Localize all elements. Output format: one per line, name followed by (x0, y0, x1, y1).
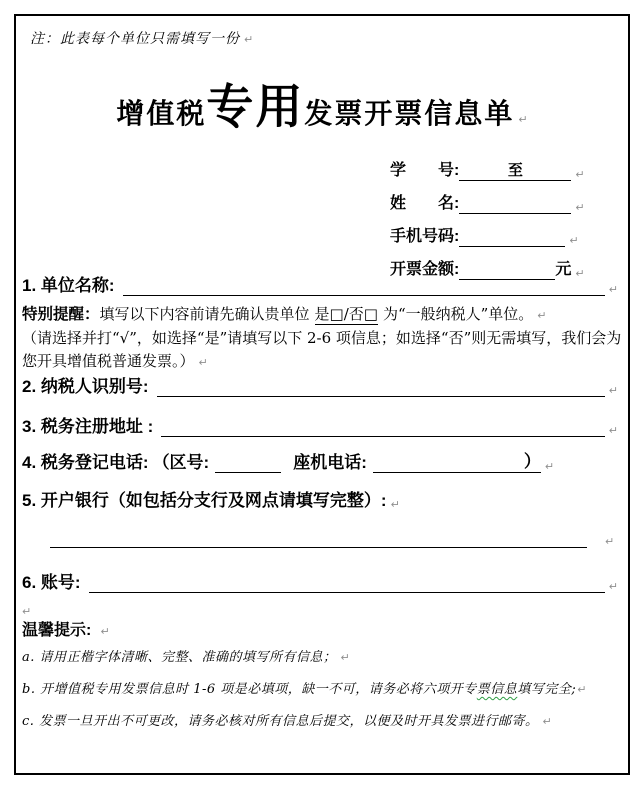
reminder-title: 特别提醒： (22, 306, 100, 323)
student-number-label: 学 号: (390, 162, 460, 179)
taxpayer-choice[interactable]: 是□/否□ (314, 305, 378, 323)
section-tax-phone (22, 450, 618, 473)
reminder-text-2: 为“一般纳税人”单位。 (382, 305, 534, 323)
taxpayer-id-label: 2. 纳税人识别号: (22, 377, 149, 396)
tips-title-row (22, 617, 110, 640)
tip-a-text: a. 请用正楷字体清晰、完整、准确的填写所有信息； (22, 650, 337, 665)
amount-unit: 元 (555, 261, 572, 278)
title-prefix: 增值税 (116, 97, 207, 130)
paragraph-mark: ↵ (518, 113, 528, 126)
note-line (30, 28, 254, 48)
name-label: 姓 名: (390, 195, 460, 212)
paragraph-mark: ↵ (340, 651, 351, 664)
landline-label: 座机电话: (293, 453, 367, 472)
paragraph-mark: ↵ (575, 267, 585, 280)
title-emphasis: 专用 (206, 80, 305, 135)
paragraph-mark: ↵ (569, 234, 579, 247)
account-line[interactable] (89, 573, 605, 593)
tip-b (22, 678, 587, 697)
bank-label: 5. 开户银行（如包括分支行及网点请填写完整）: (22, 491, 387, 510)
area-code-label: （区号: (152, 453, 210, 472)
student-number-row (390, 148, 616, 181)
note-text: 注：此表每个单位只需填写一份 (30, 31, 240, 47)
close-paren: ） (523, 452, 541, 471)
form-frame (14, 14, 630, 775)
paragraph-mark: ↵ (542, 715, 553, 728)
paragraph-mark: ↵ (22, 605, 32, 618)
tips-title: 温馨提示: (22, 622, 92, 639)
tax-address-line[interactable] (161, 417, 604, 437)
section-company-name (22, 273, 618, 296)
tip-a (22, 646, 350, 665)
header-fields (390, 148, 616, 280)
name-row (390, 181, 616, 214)
tip-c (22, 710, 552, 729)
mobile-line[interactable] (459, 227, 565, 247)
section-bank (22, 488, 618, 511)
paragraph-mark: ↵ (390, 498, 400, 511)
company-name-label: 1. 单位名称: (22, 276, 115, 295)
bank-line[interactable] (50, 528, 587, 548)
paragraph-mark: ↵ (100, 625, 110, 638)
special-reminder (22, 303, 622, 374)
mobile-label: 手机号码: (390, 228, 460, 245)
section-tax-address (22, 414, 618, 437)
mobile-row (390, 214, 616, 247)
bank-line-row (50, 520, 614, 548)
tax-address-label: 3. 税务注册地址 : (22, 417, 154, 436)
area-code-line[interactable] (215, 453, 281, 473)
paragraph-mark: ↵ (608, 424, 618, 437)
reminder-text-1: 填写以下内容前请先确认贵单位 (99, 305, 310, 323)
landline-line[interactable] (373, 453, 541, 473)
paragraph-mark: ↵ (537, 309, 547, 322)
reminder-note: （请选择并打“√”，如选择“是”请填写以下 2-6 项信息；如选择“否”则无需填写，我们会为您开具增值税普通发票。） (22, 329, 622, 370)
student-number-line[interactable] (459, 161, 571, 181)
form-title (16, 70, 628, 137)
title-suffix: 发票开票信息单 (304, 97, 515, 130)
paragraph-mark: ↵ (575, 201, 585, 214)
paragraph-mark: ↵ (244, 33, 255, 46)
taxpayer-id-line[interactable] (157, 377, 605, 397)
paragraph-mark: ↵ (198, 356, 208, 369)
company-name-line[interactable] (123, 276, 605, 296)
name-line[interactable] (459, 194, 571, 214)
tip-b-text: b. 开增值税专用发票信息时 1-6 项是必填项，缺一不可，请务必将六项开专 (22, 682, 477, 697)
paragraph-mark: ↵ (608, 580, 618, 593)
paragraph-mark: ↵ (544, 460, 555, 473)
account-label: 6. 账号: (22, 573, 81, 592)
paragraph-mark: ↵ (608, 384, 618, 397)
tip-b-spellcheck-text: 票信息 (476, 682, 518, 697)
student-number-range-to: 至 (507, 161, 523, 179)
tax-phone-label: 4. 税务登记电话: (22, 453, 149, 472)
tip-b-text-end: 填写完全; (517, 682, 577, 697)
section-taxpayer-id (22, 374, 618, 397)
tip-c-text: c. 发票一旦开出不可更改，请务必核对所有信息后提交，以便及时开具发票进行邮寄。 (22, 714, 539, 729)
section-account (22, 570, 618, 593)
paragraph-mark: ↵ (577, 683, 587, 696)
amount-label: 开票金额: (390, 261, 460, 278)
paragraph-mark: ↵ (608, 283, 618, 296)
paragraph-mark: ↵ (605, 535, 615, 548)
paragraph-mark: ↵ (575, 168, 585, 181)
